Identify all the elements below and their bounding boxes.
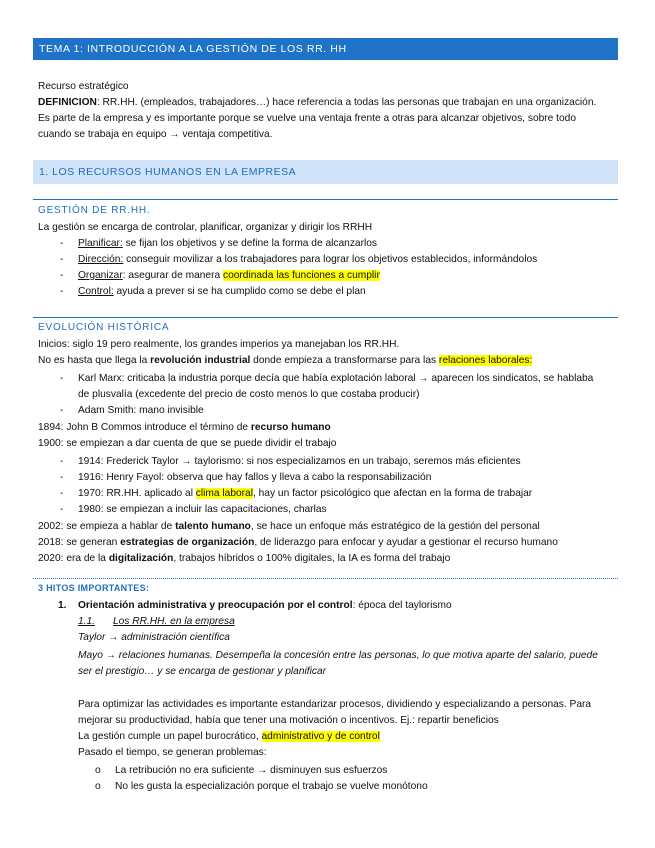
text-run: , de liderazgo para enfocar y ayudar a gestionar el recurso humano	[254, 537, 558, 548]
hito-1	[78, 599, 452, 612]
evolucion-fayol: 1916: Henry Fayol: observa que hay fallos y lleva a cabo la responsabilización	[78, 472, 432, 483]
text-run: 2002: se empieza a hablar de	[38, 521, 176, 532]
hito-taylor: Taylor → administración científica	[78, 632, 230, 643]
highlighted-text: administrativo y de control	[261, 731, 380, 742]
bold-run: Orientación administrativa y preocupación por el control	[78, 600, 353, 611]
section-1-band	[33, 160, 618, 184]
highlighted-text: clima laboral	[195, 488, 253, 499]
evolucion-2018	[38, 536, 558, 549]
section-divider	[33, 199, 618, 200]
item-text: se fijan los objetivos y se define la forma de alcanzarlos	[122, 238, 377, 249]
evolucion-1894	[38, 421, 331, 434]
dash-bullet: -	[60, 270, 64, 281]
circle-bullet: o	[95, 765, 101, 776]
item-term: Dirección:	[78, 254, 124, 265]
document-title: TEMA 1: INTRODUCCIÓN A LA GESTIÓN DE LOS RR. HH	[39, 43, 347, 55]
gestion-heading: GESTIÓN DE RR.HH.	[38, 205, 151, 216]
text-run: 2020: era de la	[38, 553, 109, 564]
title-banner	[33, 38, 618, 60]
evolucion-2002	[38, 520, 540, 533]
item-term: Organizar	[78, 270, 123, 281]
text-run: La gestión cumple un papel burocrático,	[78, 731, 262, 742]
highlighted-text: relaciones laborales:	[438, 355, 533, 366]
evolucion-1980: 1980: se empiezan a incluir las capacitaciones, charlas	[78, 504, 327, 515]
item-text: : asegurar de manera	[122, 270, 223, 281]
definition-label: DEFINICION	[38, 97, 97, 108]
text-run: : época del taylorismo	[352, 600, 452, 611]
text-run: , trabajos híbridos o 100% digitales, la IA es forma del trabajo	[173, 553, 451, 564]
dash-bullet: -	[60, 456, 64, 467]
gestion-item-direccion	[78, 253, 537, 266]
text-run: 1970: RR.HH. aplicado al	[78, 488, 196, 499]
bold-run: estrategias de organización	[120, 537, 255, 548]
dash-bullet: -	[60, 488, 64, 499]
text-run: donde empieza a transformarse para las	[250, 355, 439, 366]
hitos-heading: 3 HITOS IMPORTANTES:	[38, 583, 150, 593]
intro-line-4: cuando se trabaja en equipo → ventaja competitiva.	[38, 129, 273, 140]
gestion-line: La gestión se encarga de controlar, planificar, organizar y dirigir los RRHH	[38, 222, 373, 233]
bold-run: digitalización	[108, 553, 174, 564]
hito-pasado: Pasado el tiempo, se generan problemas:	[78, 747, 267, 758]
dash-bullet: -	[60, 373, 64, 384]
list-number: 1.	[58, 600, 67, 611]
item-text: conseguir movilizar a los trabajadores para lograr los objetivos establecidos, informándolos	[123, 254, 538, 265]
intro-line-1: Recurso estratégico	[38, 81, 129, 92]
intro-line-3: Es parte de la empresa y es importante porque se vuelve una ventaja frente a otras para alcanzar objetivos, sobre todo	[38, 113, 576, 124]
circle-bullet: o	[95, 781, 101, 792]
section-divider	[33, 317, 618, 318]
problema-2: No les gusta la especialización porque el trabajo se vuelve monótono	[115, 781, 428, 792]
subsection-number: 1.1.	[78, 616, 95, 627]
text-run: , se hace un enfoque más estratégico de la gestión del personal	[250, 521, 540, 532]
dash-bullet: -	[60, 405, 64, 416]
dash-bullet: -	[60, 238, 64, 249]
evolucion-1970	[78, 487, 532, 500]
dash-bullet: -	[60, 504, 64, 515]
evolucion-1900: 1900: se empiezan a dar cuenta de que se puede dividir el trabajo	[38, 438, 337, 449]
dotted-divider	[33, 578, 618, 579]
bold-run: revolución industrial	[150, 355, 251, 366]
evolucion-taylor: 1914: Frederick Taylor → taylorismo: si nos especializamos en un trabajo, seremos más eficientes	[78, 456, 521, 467]
evolucion-marx-2: de plusvalía (excedente del precio de costo menos lo que costaba producir)	[78, 389, 420, 400]
hito-optimizar-1: Para optimizar las actividades es importante estandarizar procesos, dividiendo y especializando a personas. Para	[78, 699, 592, 710]
intro-definition	[38, 96, 596, 109]
evolucion-smith: Adam Smith: mano invisible	[78, 405, 204, 416]
gestion-item-organizar	[78, 269, 380, 282]
gestion-item-planificar	[78, 237, 377, 250]
item-term: Planificar:	[78, 238, 123, 249]
text-run: , hay un factor psicológico que afectan en la forma de trabajar	[252, 488, 533, 499]
hito-mayo-1: Mayo → relaciones humanas. Desempeña la concesión entre las personas, lo que motiva aparte del salario, puede	[78, 650, 598, 661]
hito-gestion	[78, 730, 380, 743]
text-run: 1894: John B Commos introduce el término de	[38, 422, 251, 433]
text-run: 2018: se generan	[38, 537, 121, 548]
section-1-title: 1. LOS RECURSOS HUMANOS EN LA EMPRESA	[39, 166, 297, 178]
dash-bullet: -	[60, 472, 64, 483]
item-text: ayuda a prever si se ha cumplido como se debe el plan	[113, 286, 366, 297]
evolucion-marx-1: Karl Marx: criticaba la industria porque decía que había explotación laboral → aparecen los sindicatos, se hablaba	[78, 373, 594, 384]
highlighted-text: coordinada las funciones a cumplir	[222, 270, 380, 281]
evolucion-inicios: Inicios: siglo 19 pero realmente, los grandes imperios ya manejaban los RR.HH.	[38, 339, 400, 350]
bold-run: talento humano	[175, 521, 251, 532]
definition-text: : RR.HH. (empleados, trabajadores…) hace referencia a todas las personas que trabajan en una organización.	[96, 97, 597, 108]
evolucion-revolucion	[38, 354, 532, 367]
item-term: Control:	[78, 286, 114, 297]
evolucion-2020	[38, 552, 450, 565]
text-run: No es hasta que llega la	[38, 355, 151, 366]
problema-1: La retribución no era suficiente → disminuyen sus esfuerzos	[115, 765, 388, 776]
dash-bullet: -	[60, 286, 64, 297]
evolucion-heading: EVOLUCIÓN HISTÓRICA	[38, 322, 170, 333]
subsection-title: Los RR.HH. en la empresa	[113, 616, 235, 627]
hito-optimizar-2: mejorar su productividad, había que tener una motivación o incentivos. Ej.: repartir beneficios	[78, 715, 499, 726]
dash-bullet: -	[60, 254, 64, 265]
bold-run: recurso humano	[250, 422, 331, 433]
hito-mayo-2: ser el prestigio… y se encarga de gestionar y planificar	[78, 666, 327, 677]
gestion-item-control	[78, 285, 366, 298]
